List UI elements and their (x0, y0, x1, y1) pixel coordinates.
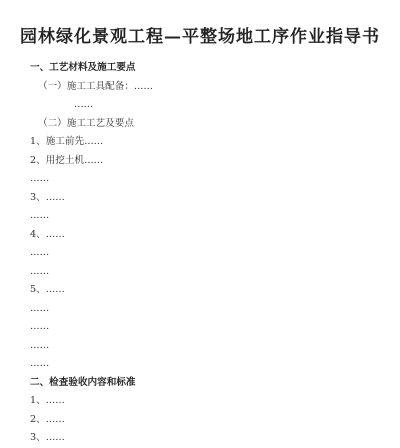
body-line: …… (30, 321, 50, 332)
body-line: …… (30, 302, 50, 314)
section-heading: 一、工艺材料及施工要点 (30, 62, 136, 73)
document-title: 园林绿化景观工程—平整场地工序作业指导书 (20, 27, 380, 47)
body-line: 2、用挖土机…… (30, 154, 104, 166)
body-line: 3、…… (30, 191, 65, 203)
body-line: （二）施工工艺及要点 (38, 117, 134, 129)
body-line: 4、…… (30, 228, 65, 240)
document-body (14, 59, 386, 448)
body-line: …… (74, 99, 94, 110)
body-line: 2、…… (30, 413, 65, 425)
body-line: …… (30, 358, 50, 369)
body-line: （一）施工工具配备：…… (38, 80, 154, 92)
body-line: 1、施工前先…… (30, 136, 104, 147)
body-line: …… (30, 265, 50, 277)
body-line: 3、…… (30, 432, 65, 443)
body-line: …… (30, 339, 50, 351)
body-line: …… (30, 210, 50, 221)
body-line: …… (30, 247, 50, 258)
body-line: …… (30, 173, 50, 184)
body-line: 5、…… (30, 284, 65, 295)
section-heading: 二、检查验收内容和标准 (30, 376, 136, 388)
body-line: 1、…… (30, 395, 65, 406)
